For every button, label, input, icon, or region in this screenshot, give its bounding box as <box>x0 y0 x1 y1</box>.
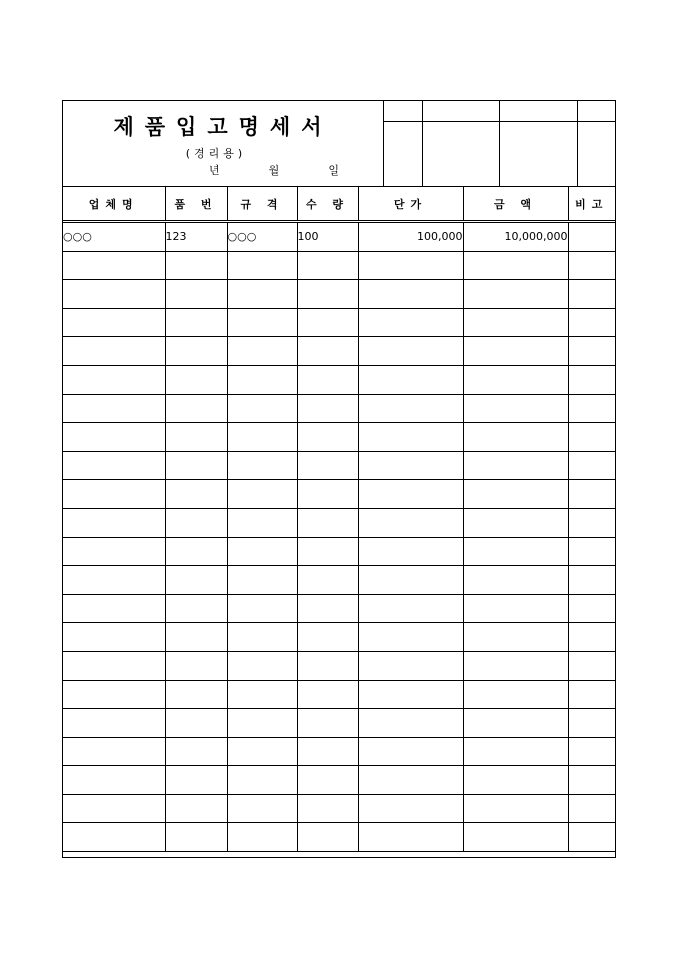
approval-title-cell[interactable] <box>577 101 616 121</box>
cell-quantity[interactable] <box>297 766 358 795</box>
table-row <box>63 537 615 566</box>
cell-quantity[interactable] <box>297 280 358 309</box>
cell-spec[interactable] <box>227 737 297 766</box>
item-table-wrapper <box>63 186 615 852</box>
cell-item-no[interactable] <box>165 566 227 595</box>
cell-company[interactable]: ○○○ <box>63 222 165 252</box>
cell-note[interactable] <box>568 823 615 852</box>
cell-item-no[interactable] <box>165 709 227 738</box>
cell-unit-price[interactable] <box>358 280 463 309</box>
cell-note[interactable] <box>568 709 615 738</box>
cell-quantity[interactable] <box>297 623 358 652</box>
table-row <box>63 737 615 766</box>
cell-amount[interactable] <box>463 394 568 423</box>
approval-sign-cell[interactable] <box>577 121 616 186</box>
cell-amount[interactable] <box>463 680 568 709</box>
cell-quantity[interactable] <box>297 423 358 452</box>
cell-company[interactable] <box>63 365 165 394</box>
cell-item-no[interactable] <box>165 651 227 680</box>
approval-sign-cell[interactable] <box>500 121 577 186</box>
cell-company[interactable] <box>63 623 165 652</box>
table-row <box>63 566 615 595</box>
table-row <box>63 623 615 652</box>
cell-item-no[interactable] <box>165 394 227 423</box>
cell-item-no[interactable] <box>165 823 227 852</box>
cell-amount[interactable] <box>463 337 568 366</box>
approval-title-cell[interactable] <box>500 101 577 121</box>
table-row <box>63 709 615 738</box>
cell-spec[interactable] <box>227 308 297 337</box>
cell-spec[interactable] <box>227 794 297 823</box>
cell-unit-price[interactable] <box>358 308 463 337</box>
cell-note[interactable] <box>568 308 615 337</box>
cell-company[interactable] <box>63 594 165 623</box>
cell-company[interactable] <box>63 794 165 823</box>
column-header-quantity: 수 량 <box>297 187 358 222</box>
cell-item-no[interactable] <box>165 423 227 452</box>
table-row <box>63 222 615 252</box>
cell-company[interactable] <box>63 423 165 452</box>
cell-quantity[interactable] <box>297 651 358 680</box>
table-row <box>63 451 615 480</box>
table-row <box>63 651 615 680</box>
cell-unit-price[interactable] <box>358 508 463 537</box>
cell-note[interactable] <box>568 480 615 509</box>
cell-unit-price[interactable]: 100,000 <box>358 222 463 252</box>
table-row <box>63 423 615 452</box>
cell-spec[interactable] <box>227 680 297 709</box>
cell-note[interactable] <box>568 508 615 537</box>
approval-title-cell[interactable] <box>384 101 423 121</box>
cell-amount[interactable] <box>463 451 568 480</box>
cell-spec[interactable] <box>227 823 297 852</box>
cell-spec[interactable] <box>227 451 297 480</box>
cell-note[interactable] <box>568 451 615 480</box>
cell-quantity[interactable] <box>297 794 358 823</box>
cell-unit-price[interactable] <box>358 337 463 366</box>
cell-item-no[interactable]: 123 <box>165 222 227 252</box>
cell-note[interactable] <box>568 737 615 766</box>
cell-amount[interactable] <box>463 566 568 595</box>
cell-item-no[interactable] <box>165 594 227 623</box>
cell-amount[interactable] <box>463 766 568 795</box>
cell-unit-price[interactable] <box>358 394 463 423</box>
cell-amount[interactable] <box>463 308 568 337</box>
cell-quantity[interactable] <box>297 594 358 623</box>
cell-unit-price[interactable] <box>358 651 463 680</box>
cell-company[interactable] <box>63 251 165 280</box>
cell-note[interactable] <box>568 566 615 595</box>
form-header <box>63 101 615 186</box>
cell-spec[interactable] <box>227 709 297 738</box>
cell-quantity[interactable] <box>297 508 358 537</box>
cell-note[interactable] <box>568 365 615 394</box>
table-row <box>63 508 615 537</box>
table-row <box>63 794 615 823</box>
cell-amount[interactable] <box>463 794 568 823</box>
cell-spec[interactable]: ○○○ <box>227 222 297 252</box>
cell-unit-price[interactable] <box>358 480 463 509</box>
cell-spec[interactable] <box>227 480 297 509</box>
cell-amount[interactable] <box>463 651 568 680</box>
column-header-amount: 금 액 <box>463 187 568 222</box>
cell-note[interactable] <box>568 623 615 652</box>
approval-title-cell[interactable] <box>423 101 500 121</box>
cell-company[interactable] <box>63 737 165 766</box>
cell-quantity[interactable] <box>297 394 358 423</box>
cell-spec[interactable] <box>227 423 297 452</box>
cell-item-no[interactable] <box>165 365 227 394</box>
cell-quantity[interactable] <box>297 680 358 709</box>
form-subtitle: (경리용) <box>185 147 247 160</box>
cell-unit-price[interactable] <box>358 594 463 623</box>
cell-item-no[interactable] <box>165 508 227 537</box>
cell-spec[interactable] <box>227 766 297 795</box>
cell-unit-price[interactable] <box>358 537 463 566</box>
cell-unit-price[interactable] <box>358 251 463 280</box>
cell-quantity[interactable] <box>297 308 358 337</box>
receiving-statement-form <box>62 100 616 858</box>
cell-amount[interactable] <box>463 508 568 537</box>
cell-amount[interactable] <box>463 537 568 566</box>
cell-quantity[interactable]: 100 <box>297 222 358 252</box>
cell-note[interactable] <box>568 337 615 366</box>
form-title: 제품입고명세서 <box>113 115 333 139</box>
cell-item-no[interactable] <box>165 623 227 652</box>
cell-unit-price[interactable] <box>358 680 463 709</box>
cell-spec[interactable] <box>227 537 297 566</box>
column-header-note: 비고 <box>568 187 615 222</box>
cell-amount[interactable] <box>463 365 568 394</box>
cell-spec[interactable] <box>227 365 297 394</box>
table-row <box>63 766 615 795</box>
item-table <box>63 186 615 852</box>
table-row <box>63 594 615 623</box>
date-month-label: 월 <box>268 164 280 177</box>
cell-item-no[interactable] <box>165 280 227 309</box>
cell-spec[interactable] <box>227 394 297 423</box>
cell-company[interactable] <box>63 280 165 309</box>
date-line <box>209 162 339 178</box>
table-row <box>63 823 615 852</box>
table-row <box>63 680 615 709</box>
cell-spec[interactable] <box>227 337 297 366</box>
cell-item-no[interactable] <box>165 451 227 480</box>
table-row <box>63 251 615 280</box>
cell-amount[interactable] <box>463 280 568 309</box>
cell-amount[interactable] <box>463 737 568 766</box>
cell-company[interactable] <box>63 480 165 509</box>
cell-note[interactable] <box>568 680 615 709</box>
cell-company[interactable] <box>63 308 165 337</box>
cell-spec[interactable] <box>227 508 297 537</box>
cell-unit-price[interactable] <box>358 823 463 852</box>
cell-item-no[interactable] <box>165 737 227 766</box>
cell-company[interactable] <box>63 394 165 423</box>
cell-unit-price[interactable] <box>358 737 463 766</box>
cell-quantity[interactable] <box>297 823 358 852</box>
cell-amount[interactable] <box>463 251 568 280</box>
cell-item-no[interactable] <box>165 794 227 823</box>
cell-note[interactable] <box>568 280 615 309</box>
cell-amount[interactable] <box>463 594 568 623</box>
cell-company[interactable] <box>63 566 165 595</box>
cell-company[interactable] <box>63 709 165 738</box>
column-header-company: 업체명 <box>63 187 165 222</box>
approval-box <box>383 101 616 186</box>
cell-item-no[interactable] <box>165 251 227 280</box>
cell-item-no[interactable] <box>165 766 227 795</box>
cell-quantity[interactable] <box>297 337 358 366</box>
cell-spec[interactable] <box>227 251 297 280</box>
cell-company[interactable] <box>63 537 165 566</box>
cell-company[interactable] <box>63 823 165 852</box>
cell-note[interactable] <box>568 794 615 823</box>
cell-quantity[interactable] <box>297 737 358 766</box>
cell-note[interactable] <box>568 651 615 680</box>
column-header-spec: 규 격 <box>227 187 297 222</box>
cell-spec[interactable] <box>227 280 297 309</box>
cell-quantity[interactable] <box>297 566 358 595</box>
cell-quantity[interactable] <box>297 537 358 566</box>
cell-quantity[interactable] <box>297 709 358 738</box>
cell-company[interactable] <box>63 508 165 537</box>
table-row <box>63 365 615 394</box>
cell-unit-price[interactable] <box>358 365 463 394</box>
cell-spec[interactable] <box>227 623 297 652</box>
cell-amount[interactable] <box>463 823 568 852</box>
cell-amount[interactable]: 10,000,000 <box>463 222 568 252</box>
date-year-label: 년 <box>209 164 220 177</box>
cell-amount[interactable] <box>463 623 568 652</box>
cell-item-no[interactable] <box>165 308 227 337</box>
cell-spec[interactable] <box>227 566 297 595</box>
cell-note[interactable] <box>568 537 615 566</box>
approval-sign-cell[interactable] <box>423 121 500 186</box>
cell-quantity[interactable] <box>297 365 358 394</box>
cell-unit-price[interactable] <box>358 794 463 823</box>
cell-item-no[interactable] <box>165 480 227 509</box>
cell-company[interactable] <box>63 651 165 680</box>
table-row <box>63 337 615 366</box>
table-row <box>63 280 615 309</box>
cell-spec[interactable] <box>227 594 297 623</box>
column-header-unit-price: 단가 <box>358 187 463 222</box>
cell-company[interactable] <box>63 766 165 795</box>
cell-item-no[interactable] <box>165 680 227 709</box>
cell-note[interactable] <box>568 251 615 280</box>
cell-quantity[interactable] <box>297 451 358 480</box>
cell-quantity[interactable] <box>297 251 358 280</box>
cell-unit-price[interactable] <box>358 423 463 452</box>
cell-note[interactable] <box>568 594 615 623</box>
table-row <box>63 480 615 509</box>
approval-sign-cell[interactable] <box>384 121 423 186</box>
cell-unit-price[interactable] <box>358 451 463 480</box>
cell-amount[interactable] <box>463 423 568 452</box>
cell-note[interactable] <box>568 222 615 252</box>
cell-note[interactable] <box>568 394 615 423</box>
cell-unit-price[interactable] <box>358 766 463 795</box>
table-row <box>63 308 615 337</box>
cell-unit-price[interactable] <box>358 709 463 738</box>
cell-company[interactable] <box>63 451 165 480</box>
cell-amount[interactable] <box>463 709 568 738</box>
cell-company[interactable] <box>63 680 165 709</box>
column-header-item-no: 품 번 <box>165 187 227 222</box>
cell-amount[interactable] <box>463 480 568 509</box>
cell-spec[interactable] <box>227 651 297 680</box>
cell-item-no[interactable] <box>165 337 227 366</box>
cell-company[interactable] <box>63 337 165 366</box>
cell-unit-price[interactable] <box>358 623 463 652</box>
cell-note[interactable] <box>568 766 615 795</box>
cell-quantity[interactable] <box>297 480 358 509</box>
cell-note[interactable] <box>568 423 615 452</box>
cell-item-no[interactable] <box>165 537 227 566</box>
table-row <box>63 394 615 423</box>
cell-unit-price[interactable] <box>358 566 463 595</box>
date-day-label: 일 <box>328 164 339 177</box>
